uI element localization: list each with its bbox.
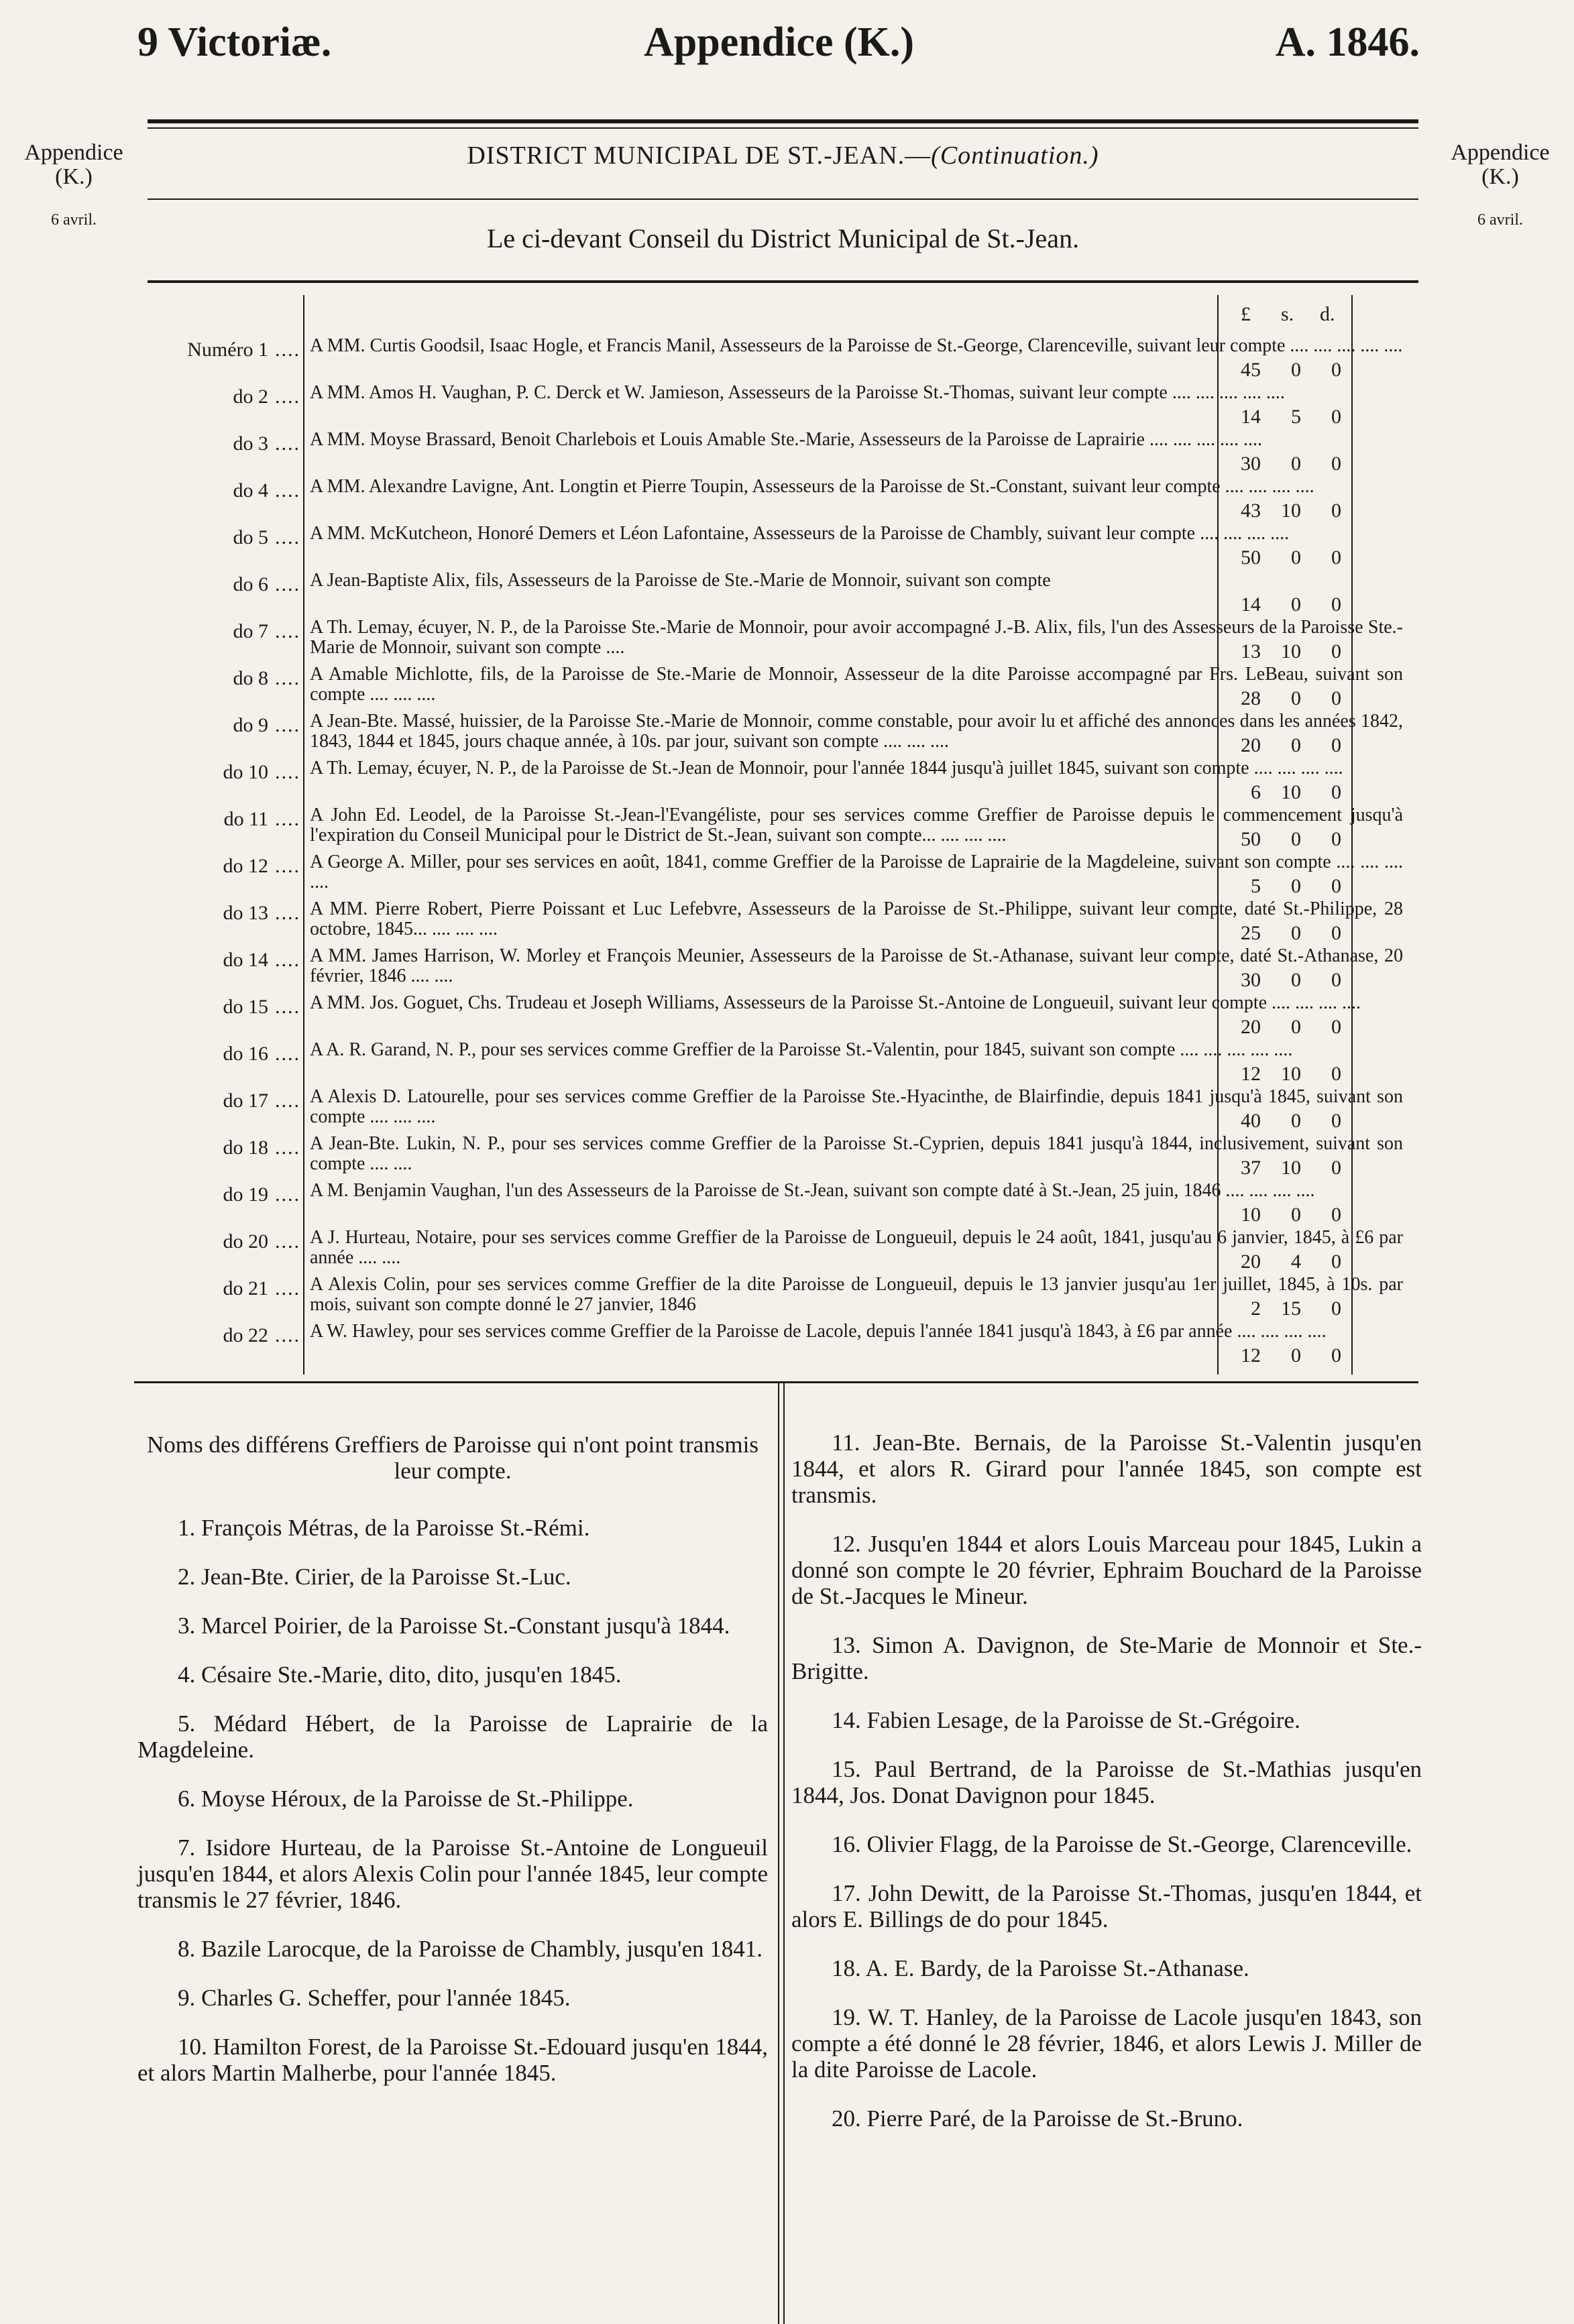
entry-number: do 20 <box>223 1230 268 1253</box>
entry-description: A A. R. Garand, N. P., pour ses services comme Greffier de la Paroisse St.-Valentin, pour 1845, suivant son compte .... .... .... .... .... <box>310 1039 1293 1060</box>
clerk-list-item: 12. Jusqu'en 1844 et alors Louis Marceau pour 1845, Lukin a donné son compte le 20 février, Ephraim Bouchard de la Paroisse de St.-Jacques le Mineur. <box>791 1531 1422 1609</box>
entry-number: do 12 <box>223 855 268 877</box>
header-pence: d. <box>1320 303 1335 325</box>
entry-description: A MM. Curtis Goodsil, Isaac Hogle, et Francis Manil, Assesseurs de la Paroisse de St.-George, Clarenceville, suivant leur compte .... .... .... .... .... <box>310 335 1403 356</box>
header-shillings: s. <box>1281 303 1294 325</box>
council-title: Le ci-devant Conseil du District Municipal de St.-Jean. <box>486 223 1080 253</box>
entry-pence: 0 <box>1331 1251 1341 1273</box>
entry-pounds: 28 <box>1241 687 1261 709</box>
entry-shillings: 0 <box>1291 875 1301 897</box>
margin-note-left <box>7 141 141 232</box>
entry-pence: 0 <box>1331 593 1341 616</box>
entry-pounds: 50 <box>1241 546 1261 569</box>
clerk-list-item: 20. Pierre Paré, de la Paroisse de St.-Bruno. <box>832 2105 1243 2132</box>
entry-pounds: 5 <box>1251 875 1261 897</box>
entry-number: do 14 <box>223 949 268 971</box>
entry-description: A Amable Michlotte, fils, de la Paroisse de Ste.-Marie de Monnoir, Assesseur de la dite Paroisse accompagné par Frs. LeBeau, suivant son compte .... .... .... <box>310 664 1403 705</box>
ledger-row <box>134 1130 1418 1179</box>
entry-pence: 0 <box>1331 734 1341 756</box>
clerk-list-item: 6. Moyse Héroux, de la Paroisse de St.-Philippe. <box>178 1786 634 1812</box>
ledger-row <box>134 707 1418 757</box>
entry-description: A Jean-Bte. Lukin, N. P., pour ses services comme Greffier de la Paroisse St.-Cyprien, depuis 1841 jusqu'à 1844, inclusivement, suivant son compte .... .... <box>310 1133 1403 1174</box>
entry-description: A MM. Moyse Brassard, Benoit Charlebois et Louis Amable Ste.-Marie, Assesseurs de la Paroisse de Laprairie .... .... .... .... .... <box>310 429 1262 450</box>
ledger-row <box>134 989 1418 1039</box>
entry-number: do 13 <box>223 902 268 924</box>
entry-leader-dots: .... <box>275 1230 300 1253</box>
ledger-row <box>134 895 1418 945</box>
entry-shillings: 0 <box>1291 1344 1301 1367</box>
header-pounds: £ <box>1241 303 1251 325</box>
entry-shillings: 0 <box>1291 922 1301 944</box>
entry-number: do 18 <box>223 1137 268 1159</box>
clerk-list-item: 4. Césaire Ste.-Marie, dito, dito, jusqu'en 1845. <box>178 1662 622 1688</box>
margin-date-right: 6 avril. <box>1477 211 1523 229</box>
entry-number: do 2 <box>233 386 268 408</box>
entry-pence: 0 <box>1331 1297 1341 1320</box>
ledger-row <box>134 567 1418 616</box>
ledger-row <box>134 660 1418 710</box>
entry-description: A MM. McKutcheon, Honoré Demers et Léon Lafontaine, Assesseurs de la Paroisse de Chambly, suivant leur compte .... .... .... .... <box>310 523 1290 544</box>
entry-pounds: 10 <box>1241 1204 1261 1226</box>
entry-leader-dots: .... <box>275 1043 300 1065</box>
entry-leader-dots: .... <box>275 573 300 595</box>
entry-leader-dots: .... <box>275 855 300 877</box>
entry-number: do 22 <box>223 1324 268 1346</box>
entry-number: do 15 <box>223 996 268 1018</box>
entry-pounds: 20 <box>1241 1251 1261 1273</box>
margin-date-left: 6 avril. <box>51 211 97 229</box>
entry-leader-dots: .... <box>275 949 300 971</box>
entry-leader-dots: .... <box>275 761 300 783</box>
entry-pounds: 14 <box>1241 593 1261 616</box>
entry-description: A Th. Lemay, écuyer, N. P., de la Paroisse Ste.-Marie de Monnoir, pour avoir accompagné J.-B. Alix, fils, l'un des Assesseurs de la Paroisse Ste.-Marie de Monnoir, suivant son compte .... <box>310 617 1403 658</box>
district-continuation: (Continuation.) <box>931 141 1099 170</box>
entry-number: Numéro 1 <box>187 339 268 361</box>
entry-leader-dots: .... <box>275 667 300 689</box>
left-column <box>137 1432 768 2109</box>
margin-title-left: Appendice (K.) <box>24 140 123 189</box>
ledger-row <box>134 1083 1418 1132</box>
entry-leader-dots: .... <box>275 526 300 548</box>
entry-number: do 3 <box>233 432 268 455</box>
clerk-list-item: 13. Simon A. Davignon, de Ste-Marie de Monnoir et Ste.-Brigitte. <box>791 1632 1422 1684</box>
clerk-list-item: 16. Olivier Flagg, de la Paroisse de St.-George, Clarenceville. <box>832 1831 1412 1857</box>
left-column-title: Noms des différens Greffiers de Paroisse qui n'ont point transmis leur compte. <box>147 1432 758 1484</box>
entry-number: do 7 <box>233 620 268 642</box>
ledger-row <box>134 801 1418 851</box>
entry-leader-dots: .... <box>275 1324 300 1346</box>
entry-pounds: 20 <box>1241 734 1261 756</box>
entry-pounds: 37 <box>1241 1157 1261 1179</box>
clerk-list-item: 3. Marcel Poirier, de la Paroisse St.-Constant jusqu'à 1844. <box>178 1613 730 1639</box>
entry-shillings: 0 <box>1291 1016 1301 1038</box>
entry-number: do 21 <box>223 1277 268 1299</box>
entry-pence: 0 <box>1331 1344 1341 1367</box>
header-session: 9 Victoriæ. <box>137 19 332 65</box>
entry-number: do 11 <box>223 808 268 830</box>
entry-pence: 0 <box>1331 1016 1341 1038</box>
entry-leader-dots: .... <box>275 1137 300 1159</box>
entry-pence: 0 <box>1331 406 1341 428</box>
entry-pence: 0 <box>1331 1110 1341 1132</box>
entry-pence: 0 <box>1331 875 1341 897</box>
ledger-row <box>134 332 1418 382</box>
council-rule <box>148 280 1418 283</box>
entry-leader-dots: .... <box>275 1277 300 1299</box>
top-rule-thick <box>148 119 1418 123</box>
entry-pounds: 40 <box>1241 1110 1261 1132</box>
entry-shillings: 0 <box>1291 453 1301 475</box>
entry-shillings: 0 <box>1291 734 1301 756</box>
ledger-row <box>134 1318 1418 1367</box>
entry-number: do 19 <box>223 1183 268 1206</box>
entry-number: do 4 <box>233 479 268 502</box>
entry-shillings: 0 <box>1291 1204 1301 1226</box>
entry-pence: 0 <box>1331 546 1341 569</box>
left-column-items <box>137 1515 768 2086</box>
entry-shillings: 0 <box>1291 828 1301 850</box>
entry-pounds: 45 <box>1241 359 1261 381</box>
entry-pence: 0 <box>1331 969 1341 991</box>
entry-pounds: 50 <box>1241 828 1261 850</box>
entry-pence: 0 <box>1331 359 1341 381</box>
clerk-list-item: 17. John Dewitt, de la Paroisse St.-Thomas, jusqu'en 1844, et alors E. Billings de do pour 1845. <box>791 1880 1422 1932</box>
clerk-list-item: 11. Jean-Bte. Bernais, de la Paroisse St.-Valentin jusqu'en 1844, et alors R. Girard pour l'année 1845, son compte est transmis. <box>791 1430 1422 1508</box>
ledger-row <box>134 754 1418 804</box>
header-appendix: Appendice (K.) <box>644 19 914 65</box>
ledger-table <box>134 295 1418 1375</box>
ledger-row <box>134 520 1418 569</box>
entry-shillings: 15 <box>1281 1297 1301 1320</box>
district-title-text: DISTRICT MUNICIPAL DE ST.-JEAN.— <box>467 141 932 170</box>
entry-number: do 8 <box>233 667 268 689</box>
entry-shillings: 5 <box>1291 406 1301 428</box>
margin-title-right: Appendice (K.) <box>1451 140 1550 189</box>
entry-leader-dots: .... <box>275 996 300 1018</box>
ledger-row <box>134 426 1418 475</box>
entry-pounds: 14 <box>1241 406 1261 428</box>
section-separator <box>134 1381 1418 1383</box>
clerk-list-item: 10. Hamilton Forest, de la Paroisse St.-Edouard jusqu'en 1844, et alors Martin Malherbe, pour l'année 1845. <box>137 2034 768 2086</box>
entry-description: A MM. Jos. Goguet, Chs. Trudeau et Joseph Williams, Assesseurs de la Paroisse St.-Antoine de Longueuil, suivant leur compte .... .... .... .... <box>310 992 1361 1013</box>
entry-shillings: 10 <box>1281 1063 1301 1085</box>
clerk-list-item: 19. W. T. Hanley, de la Paroisse de Lacole jusqu'en 1843, son compte a été donné le 28 février, 1846, et alors Lewis J. Miller de la dite Paroisse de Lacole. <box>791 2004 1422 2083</box>
entry-number: do 6 <box>233 573 268 595</box>
margin-note-right <box>1433 141 1567 232</box>
top-rule-thin <box>148 127 1418 129</box>
entry-leader-dots: .... <box>275 1183 300 1206</box>
entry-number: do 16 <box>223 1043 268 1065</box>
ledger-row <box>134 1036 1418 1086</box>
entry-pence: 0 <box>1331 500 1341 522</box>
entry-pounds: 30 <box>1241 969 1261 991</box>
entry-pence: 0 <box>1331 1204 1341 1226</box>
entry-leader-dots: .... <box>275 902 300 924</box>
entry-pounds: 6 <box>1251 781 1261 803</box>
entry-pence: 0 <box>1331 1157 1341 1179</box>
entry-shillings: 10 <box>1281 781 1301 803</box>
entry-shillings: 4 <box>1291 1251 1301 1273</box>
entry-description: A M. Benjamin Vaughan, l'un des Assesseurs de la Paroisse de St.-Jean, suivant son compte daté à St.-Jean, 25 juin, 1846 .... .... .... .... <box>310 1180 1315 1201</box>
entry-description: A MM. Alexandre Lavigne, Ant. Longtin et Pierre Toupin, Assesseurs de la Paroisse de St.-Constant, suivant leur compte .... .... .... .... <box>310 476 1314 497</box>
right-column-items <box>791 1430 1422 2132</box>
entry-number: do 10 <box>223 761 268 783</box>
entry-pounds: 2 <box>1251 1297 1261 1320</box>
entry-description: A J. Hurteau, Notaire, pour ses services comme Greffier de la Paroisse de Longueuil, depuis le 24 août, 1841, jusqu'au 6 janvier, 1845, à £6 par année .... .... <box>310 1227 1403 1268</box>
ledger-row <box>134 379 1418 428</box>
ledger-row <box>134 1224 1418 1273</box>
entry-description: A Jean-Bte. Massé, huissier, de la Paroisse Ste.-Marie de Monnoir, comme constable, pour avoir lu et affiché des annonces dans les années 1842, 1843, 1844 et 1845, jours chaque année, à 10s. par jour, suivant son compte .... .... .... <box>310 711 1403 752</box>
header-year: A. 1846. <box>1275 19 1420 65</box>
entry-shillings: 10 <box>1281 1157 1301 1179</box>
entry-description: A Alexis Colin, pour ses services comme Greffier de la dite Paroisse de Longueuil, depuis le 13 janvier jusqu'au 1er juillet, 1845, à 10s. par mois, suivant son compte donné le 27 janvier, 1846 <box>310 1274 1403 1315</box>
entry-pounds: 43 <box>1241 500 1261 522</box>
entry-number: do 5 <box>233 526 268 548</box>
entry-number: do 17 <box>223 1090 268 1112</box>
entry-pence: 0 <box>1331 1063 1341 1085</box>
clerk-list-item: 1. François Métras, de la Paroisse St.-Rémi. <box>178 1515 590 1541</box>
entry-pounds: 13 <box>1241 640 1261 662</box>
entry-description: A George A. Miller, pour ses services en août, 1841, comme Greffier de la Paroisse de Laprairie de la Magdeleine, suivant son compte .... .... .... .... <box>310 852 1403 892</box>
entry-description: A Th. Lemay, écuyer, N. P., de la Paroisse de St.-Jean de Monnoir, pour l'année 1844 jusqu'à juillet 1845, suivant son compte .... .... .... .... <box>310 758 1343 778</box>
entry-description: A MM. Pierre Robert, Pierre Poissant et Luc Lefebvre, Assesseurs de la Paroisse de St.-Philippe, suivant leur compte, daté St.-Philippe, 28 octobre, 1845... .... .... .... <box>310 898 1403 939</box>
clerk-list-item: 18. A. E. Bardy, de la Paroisse St.-Athanase. <box>832 1955 1249 1981</box>
column-separator <box>778 1381 785 2324</box>
entry-pence: 0 <box>1331 687 1341 709</box>
ledger-row <box>134 614 1418 663</box>
entry-description: A MM. Amos H. Vaughan, P. C. Derck et W. Jamieson, Assesseurs de la Paroisse St.-Thomas, suivant leur compte .... .... .... .... .... <box>310 382 1285 403</box>
clerk-list-item: 7. Isidore Hurteau, de la Paroisse St.-Antoine de Longueuil jusqu'en 1844, et alors Alexis Colin pour l'année 1845, leur compte transmis le 27 février, 1846. <box>137 1835 768 1913</box>
ledger-row <box>134 1271 1418 1320</box>
right-column <box>791 1430 1422 2154</box>
clerk-list-item: 2. Jean-Bte. Cirier, de la Paroisse St.-Luc. <box>178 1564 571 1590</box>
entry-shillings: 0 <box>1291 1110 1301 1132</box>
entry-description: A Jean-Baptiste Alix, fils, Assesseurs de la Paroisse de Ste.-Marie de Monnoir, suivant son compte <box>310 570 1051 591</box>
entry-leader-dots: .... <box>275 479 300 502</box>
clerk-list-item: 9. Charles G. Scheffer, pour l'année 1845. <box>178 1985 571 2011</box>
entry-description: A W. Hawley, pour ses services comme Greffier de la Paroisse de Lacole, depuis l'année 1841 jusqu'à 1843, à £6 par année .... .... .... .... <box>310 1321 1327 1342</box>
entry-description: A John Ed. Leodel, de la Paroisse St.-Jean-l'Evangéliste, pour ses services comme Greffier de Paroisse depuis le commencement jusqu'à l'expiration du Conseil Municipal pour le District de St.-Jean, suivant son compte... .... .... .... <box>310 805 1403 846</box>
entry-shillings: 0 <box>1291 593 1301 616</box>
entry-pence: 0 <box>1331 640 1341 662</box>
entry-leader-dots: .... <box>275 432 300 455</box>
clerk-list-item: 8. Bazile Larocque, de la Paroisse de Chambly, jusqu'en 1841. <box>178 1936 763 1962</box>
ledger-row <box>134 473 1418 522</box>
entry-shillings: 0 <box>1291 546 1301 569</box>
entry-leader-dots: .... <box>275 808 300 830</box>
entry-pence: 0 <box>1331 828 1341 850</box>
entry-leader-dots: .... <box>275 1090 300 1112</box>
entry-number: do 9 <box>233 714 268 736</box>
ledger-row <box>134 848 1418 898</box>
entry-shillings: 10 <box>1281 500 1301 522</box>
entry-pounds: 12 <box>1241 1344 1261 1367</box>
entry-pence: 0 <box>1331 922 1341 944</box>
district-title <box>148 141 1418 170</box>
ledger-row <box>134 942 1418 992</box>
clerk-list-item: 5. Médard Hébert, de la Paroisse de Laprairie de la Magdeleine. <box>137 1710 768 1763</box>
entry-pounds: 25 <box>1241 922 1261 944</box>
entry-pounds: 20 <box>1241 1016 1261 1038</box>
district-rule <box>148 198 1418 200</box>
entry-shillings: 0 <box>1291 359 1301 381</box>
ledger-row <box>134 1177 1418 1226</box>
entry-shillings: 0 <box>1291 969 1301 991</box>
entry-pence: 0 <box>1331 781 1341 803</box>
clerk-list-item: 14. Fabien Lesage, de la Paroisse de St.-Grégoire. <box>832 1707 1300 1733</box>
entry-leader-dots: .... <box>275 620 300 642</box>
entry-shillings: 0 <box>1291 687 1301 709</box>
entry-description: A MM. James Harrison, W. Morley et François Meunier, Assesseurs de la Paroisse de St.-Athanase, suivant leur compte, daté St.-Athanase, 20 février, 1846 .... .... <box>310 945 1403 986</box>
clerk-list-item: 15. Paul Bertrand, de la Paroisse de St.-Mathias jusqu'en 1844, Jos. Donat Davignon pour 1845. <box>791 1756 1422 1808</box>
entry-leader-dots: .... <box>275 386 300 408</box>
entry-description: A Alexis D. Latourelle, pour ses services comme Greffier de la Paroisse Ste.-Hyacinthe, de Blairfindie, depuis 1841 jusqu'à 1845, suivant son compte .... .... .... <box>310 1086 1403 1127</box>
entry-pounds: 12 <box>1241 1063 1261 1085</box>
entry-shillings: 10 <box>1281 640 1301 662</box>
entry-leader-dots: .... <box>275 339 300 361</box>
entry-leader-dots: .... <box>275 714 300 736</box>
entry-pence: 0 <box>1331 453 1341 475</box>
entry-pounds: 30 <box>1241 453 1261 475</box>
